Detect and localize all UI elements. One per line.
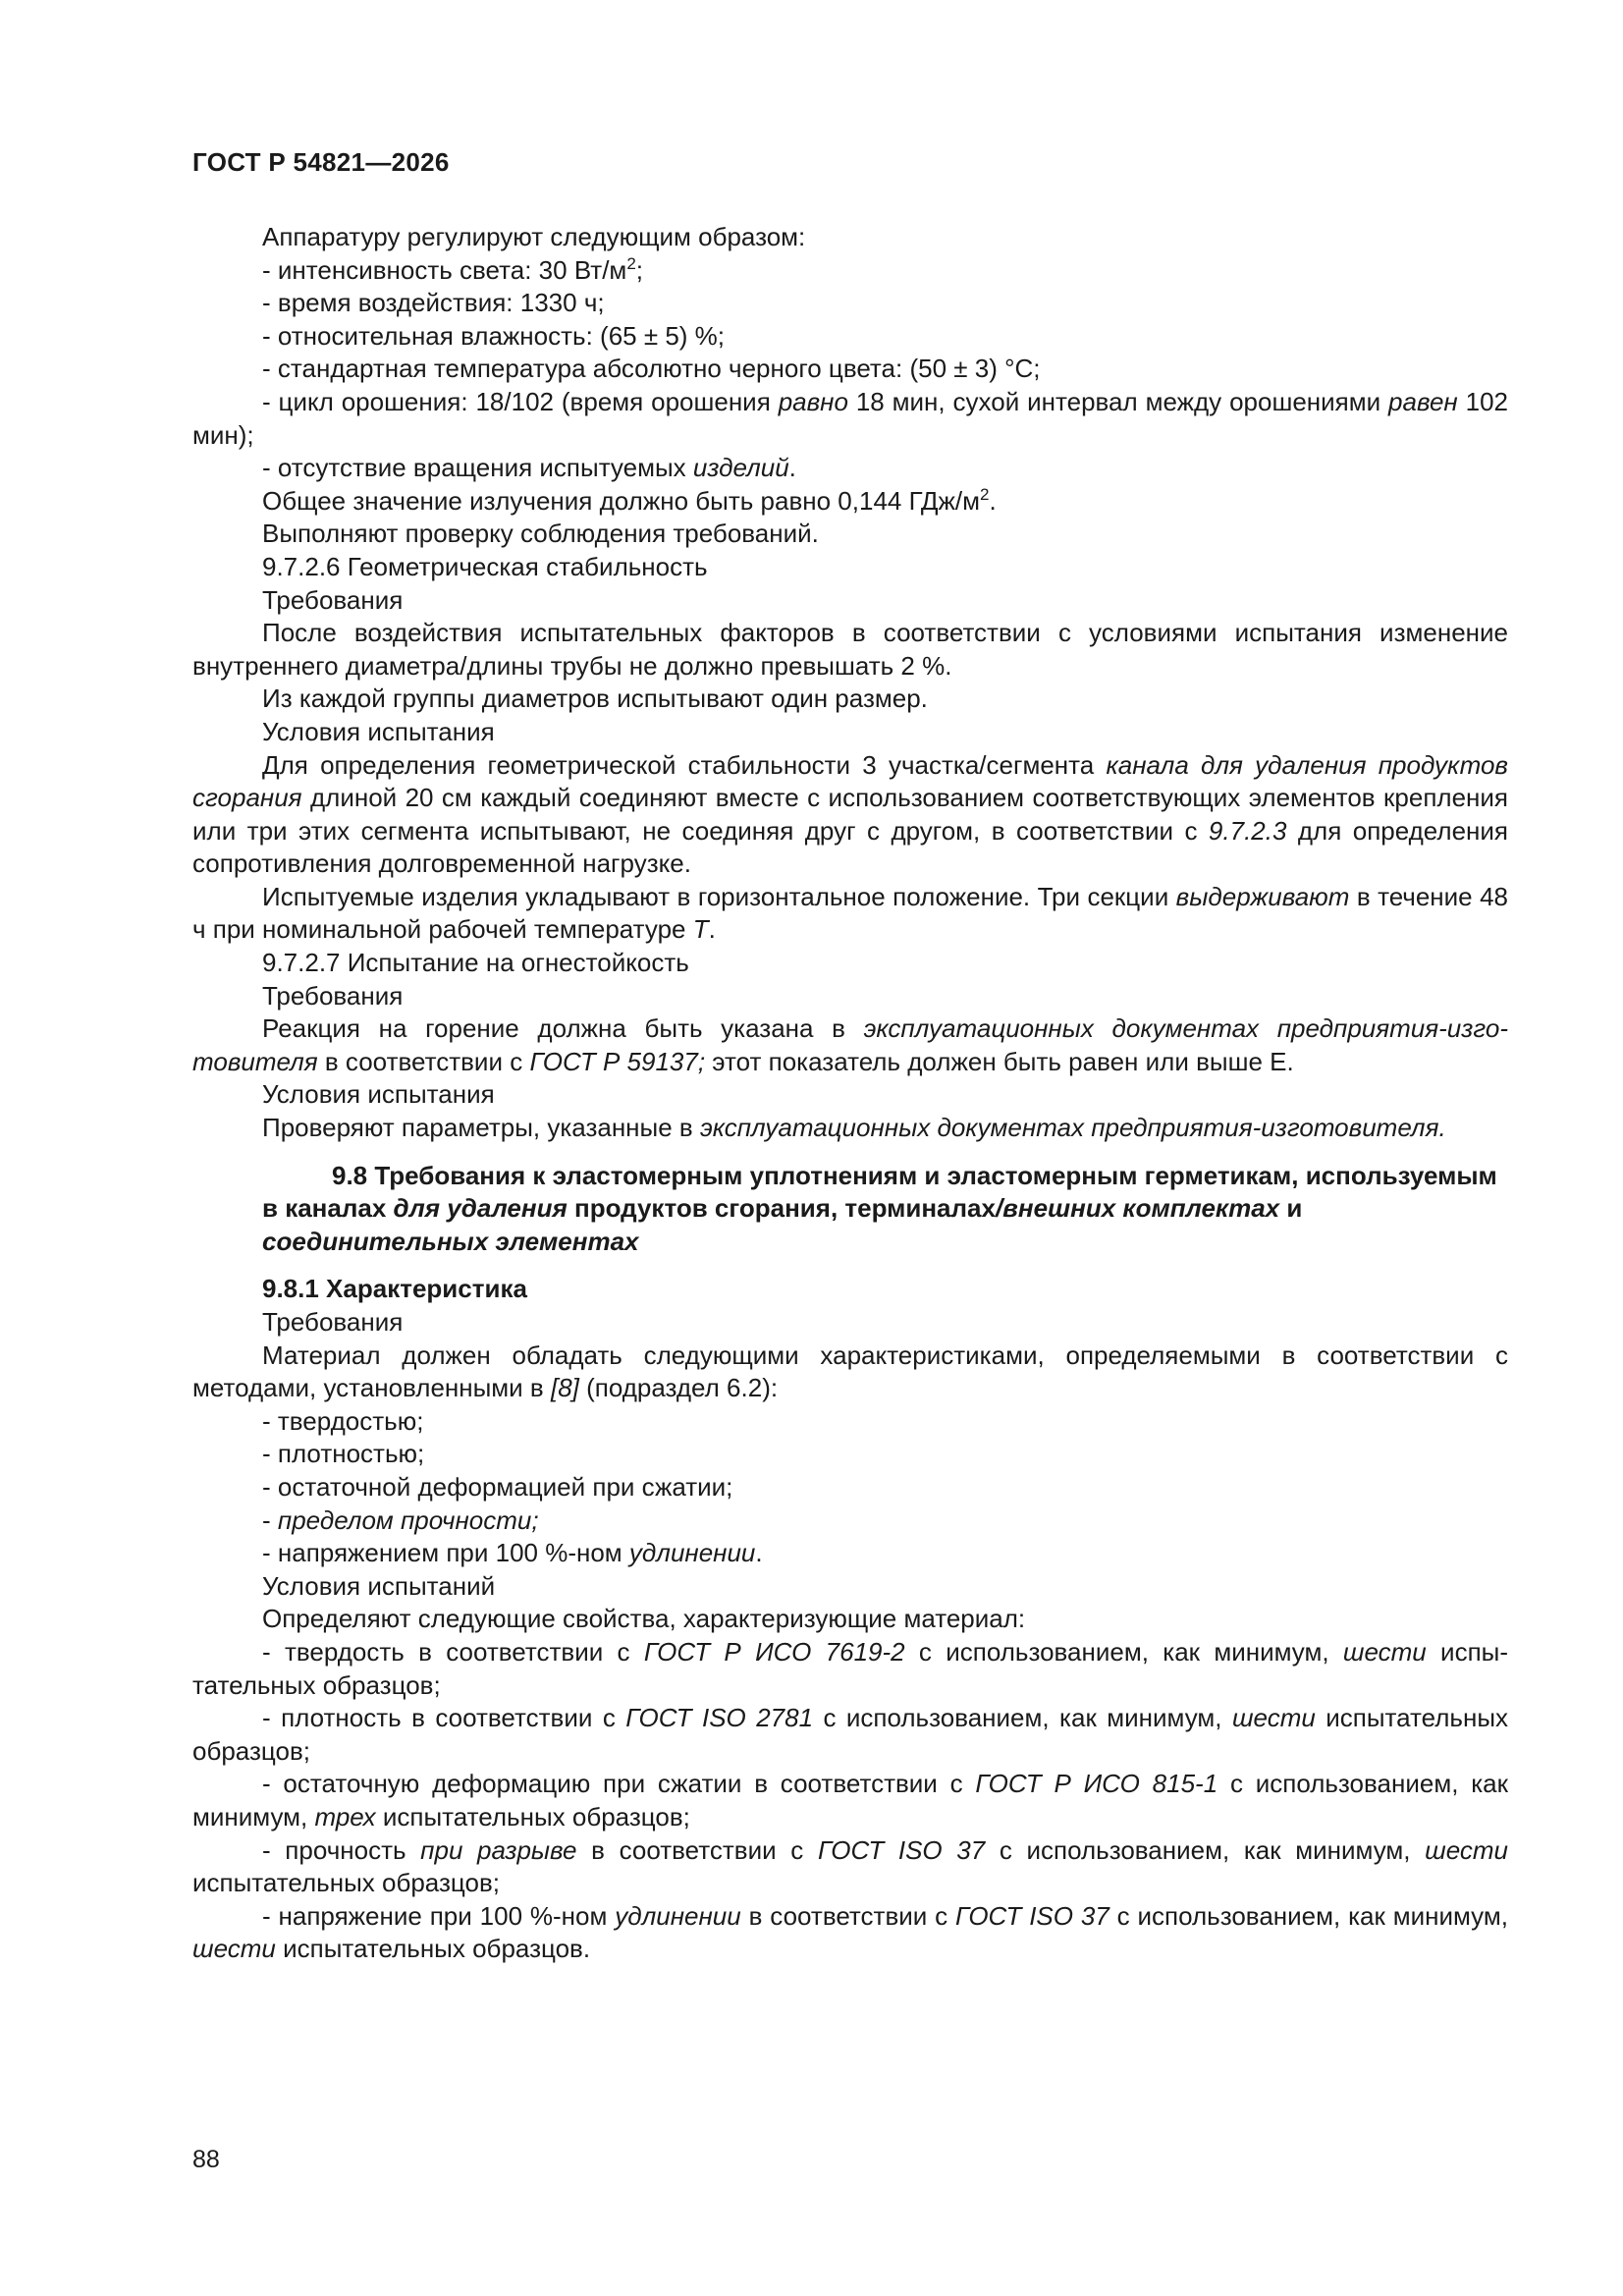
italic-text: трех <box>314 1801 376 1831</box>
italic-text: шести <box>1342 1636 1427 1667</box>
italic-text: равно <box>778 386 848 416</box>
paragraph <box>192 617 1508 683</box>
text-run: испытательных образцов; <box>192 1636 1509 1700</box>
paragraph <box>192 1306 1508 1339</box>
text-run: - <box>262 1504 278 1535</box>
superscript-text: 2 <box>626 253 636 273</box>
italic-text: 9.7.2.3 <box>1208 815 1287 846</box>
italic-text: эксплуатационных документах предприятия-изготовителя. <box>699 1113 1446 1143</box>
paragraph <box>192 1768 1508 1833</box>
text-run: - напряжение при 100 %-ном <box>262 1900 616 1931</box>
text-run: ; <box>635 254 644 285</box>
italic-text: канала для удаления продуктов сгорания <box>192 749 1508 813</box>
paragraph <box>192 452 1508 485</box>
text-run: - время воздействия: 1330 ч; <box>262 288 605 318</box>
text-run: - остаточную деформацию при сжатии в соответствии с <box>262 1769 976 1799</box>
paragraph <box>192 254 1508 288</box>
paragraph <box>192 716 1508 749</box>
text-run: - плотность в соответствии с <box>262 1703 626 1733</box>
text-run: Выполняют проверку соблюдения требований. <box>262 519 819 549</box>
paragraph <box>192 980 1508 1013</box>
paragraph <box>192 947 1508 980</box>
text-run: - цикл орошения: 18/102 (время орошения <box>262 386 779 416</box>
text-run: - остаточной деформацией при сжатии; <box>262 1471 733 1502</box>
document-code-header: ГОСТ Р 54821—2026 <box>192 147 450 177</box>
text-run: Условия испытания <box>262 1079 495 1110</box>
text-run: Материал должен обладать следующими характеристиками, определяемыми в соответствии с методами, установленными в <box>192 1339 1508 1403</box>
paragraph <box>192 749 1508 881</box>
section-9-8-heading <box>192 1160 1508 1259</box>
text-run: Проверяют параметры, указанные в <box>262 1113 700 1143</box>
text-run: этот показатель должен быть равен или выше Е. <box>705 1046 1294 1076</box>
paragraph <box>192 1471 1508 1504</box>
text-run: и <box>1279 1193 1303 1224</box>
paragraph <box>192 1900 1508 1966</box>
paragraph <box>192 1078 1508 1112</box>
paragraph <box>192 551 1508 584</box>
paragraph <box>192 287 1508 320</box>
italic-text: пределом прочности; <box>277 1504 539 1535</box>
text-run: 9.8 Требования к эластомерным уплотнениям и эластомерным герметикам, используемым в каналах <box>262 1160 1497 1224</box>
paragraph <box>192 1702 1508 1768</box>
italic-text: ГОСТ Р ИСО 815-1 <box>975 1769 1218 1799</box>
section-9-7-text <box>192 221 1508 1145</box>
italic-text: [8] <box>550 1373 579 1403</box>
text-run: Требования <box>262 584 404 615</box>
page-number: 88 <box>192 2146 220 2173</box>
text-run: - твердость в соответствии с <box>262 1636 644 1667</box>
text-run: испытательных образцов; <box>192 1703 1509 1766</box>
italic-text: ГОСТ Р 59137; <box>529 1046 706 1076</box>
text-run: - интенсивность света: 30 Вт/м <box>262 254 627 285</box>
italic-text: эксплуатационных документах предприятия-изготовителя <box>192 1013 1508 1076</box>
text-run: Из каждой группы диаметров испытывают один размер. <box>262 683 928 714</box>
document-body <box>192 221 1508 1966</box>
text-run: в соответствии с <box>317 1046 530 1076</box>
text-run: в соответствии с <box>576 1834 818 1865</box>
text-run: с использованием, как минимум, <box>985 1834 1426 1865</box>
paragraph <box>192 320 1508 354</box>
text-run: испытательных образцов; <box>192 1868 500 1898</box>
paragraph <box>192 386 1508 452</box>
text-run: испытательных образцов. <box>275 1934 591 1964</box>
text-run: - отсутствие вращения испытуемых <box>262 453 693 483</box>
italic-text: при разрыве <box>420 1834 577 1865</box>
paragraph <box>192 221 1508 254</box>
italic-text: соединительных элементах <box>262 1226 639 1256</box>
text-run: с использованием, как минимум, <box>1109 1900 1508 1931</box>
paragraph <box>192 1012 1508 1078</box>
italic-text: ГОСТ ISO 2781 <box>625 1703 814 1733</box>
text-run: Определяют следующие свойства, характеризующие материал: <box>262 1604 1026 1634</box>
text-run: - твердостью; <box>262 1405 424 1436</box>
text-run: с использованием, как минимум, <box>192 1769 1508 1831</box>
italic-text: шести <box>192 1934 276 1964</box>
paragraph <box>192 1603 1508 1636</box>
text-run: Общее значение излучения должно быть равно 0,144 ГДж/м <box>262 485 981 516</box>
paragraph <box>192 1537 1508 1570</box>
text-run: . <box>788 453 796 483</box>
text-run: - прочность <box>262 1834 421 1865</box>
text-run: 9.7.2.7 Испытание на огнестойкость <box>262 948 689 978</box>
text-run: . <box>755 1538 763 1568</box>
text-run: 9.7.2.6 Геометрическая стабильность <box>262 551 708 581</box>
text-run: с использованием, как минимум, <box>813 1703 1232 1733</box>
text-run: Условия испытания <box>262 716 495 746</box>
text-run: Испытуемые изделия укладывают в горизонтальное положение. Три секции <box>262 881 1176 911</box>
paragraph <box>192 485 1508 519</box>
italic-text: Т <box>692 914 709 945</box>
text-run: продуктов сгорания, терминалах <box>567 1193 996 1224</box>
italic-text: шести <box>1425 1834 1509 1865</box>
paragraph <box>192 353 1508 386</box>
italic-text: /внешних комплектах <box>995 1193 1280 1224</box>
text-run: в течение 48 ч при номинальной рабочей температуре <box>192 881 1508 945</box>
italic-text: для удаления <box>393 1193 568 1224</box>
text-run: Реакция на горение должна быть указана в <box>262 1013 864 1044</box>
text-run: - напряжением при 100 %-ном <box>262 1538 629 1568</box>
text-run: Требования <box>262 980 404 1011</box>
paragraph <box>192 1339 1508 1405</box>
text-run: . <box>708 914 716 945</box>
text-run: Для определения геометрической стабильности 3 участка/сегмента <box>262 749 1107 780</box>
paragraph <box>192 683 1508 716</box>
paragraph <box>192 1504 1508 1538</box>
text-run: Условия испытаний <box>262 1570 496 1601</box>
italic-text: равен <box>1388 386 1458 416</box>
text-run: с использованием, как минимум, <box>904 1636 1343 1667</box>
subsection-9-8-1-heading: 9.8.1 Характеристика <box>262 1274 527 1304</box>
text-run: 18 мин, сухой интервал между орошениями <box>847 386 1389 416</box>
italic-text: ГОСТ Р ИСО 7619-2 <box>643 1636 905 1667</box>
text-run: длиной 20 см каждый соединяют вместе с использованием соответствующих элементов крепления или три этих сегмента испытывают, не соединяя друг с другом, в соответствии с <box>192 783 1508 846</box>
paragraph <box>192 881 1508 947</box>
text-run: 102 мин); <box>192 386 1508 450</box>
paragraph <box>192 1112 1508 1145</box>
text-run: После воздействия испытательных факторов в соответствии с условиями испытания изменение внутреннего диаметра/длины трубы не должно превышать 2 %. <box>192 618 1508 681</box>
text-run: . <box>989 485 997 516</box>
text-run: для определения сопротивления долговременной нагрузке. <box>192 815 1508 879</box>
italic-text: ГОСТ ISO 37 <box>817 1834 986 1865</box>
paragraph <box>192 1834 1508 1900</box>
text-run: (подраздел 6.2): <box>578 1373 779 1403</box>
italic-text: удлинении <box>628 1538 756 1568</box>
paragraph <box>192 584 1508 618</box>
italic-text: шести <box>1231 1703 1316 1733</box>
text-run: - плотностью; <box>262 1439 425 1469</box>
paragraph <box>192 1636 1508 1702</box>
text-run: Требования <box>262 1307 404 1337</box>
paragraph <box>192 1438 1508 1471</box>
paragraph <box>192 518 1508 551</box>
superscript-text: 2 <box>980 484 990 504</box>
section-9-8-text <box>192 1306 1508 1966</box>
text-run: в соответствии с <box>740 1900 956 1931</box>
text-run: - стандартная температура абсолютно черного цвета: (50 ± 3) °С; <box>262 354 1041 384</box>
italic-text: выдерживают <box>1175 881 1350 911</box>
text-run: Аппаратуру регулируют следующим образом: <box>262 222 806 251</box>
italic-text: ГОСТ ISO 37 <box>955 1900 1109 1931</box>
paragraph <box>192 1570 1508 1604</box>
italic-text: изделий <box>692 453 789 483</box>
paragraph <box>192 1405 1508 1439</box>
italic-text: удлинении <box>615 1900 741 1931</box>
text-run: - относительная влажность: (65 ± 5) %; <box>262 320 726 351</box>
text-run: испытательных образцов; <box>375 1801 690 1831</box>
